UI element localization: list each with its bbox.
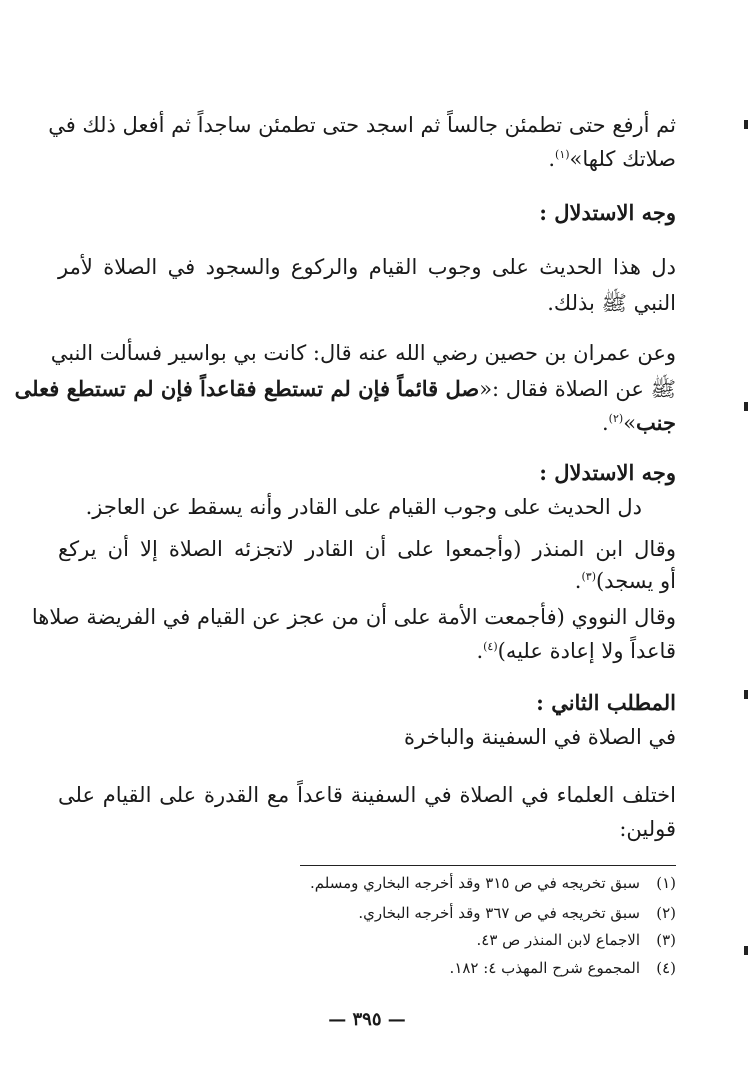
text-line: اختلف العلماء في الصلاة في السفينة قاعداً مع القدرة على القيام على xyxy=(58,783,676,807)
section-heading: وجه الاستدلال : xyxy=(539,200,676,225)
text-fragment: » xyxy=(623,411,637,435)
text-fragment: . xyxy=(574,569,582,593)
footnote-number: (٢) xyxy=(656,904,676,922)
text-line xyxy=(58,636,676,666)
section-heading: وجه الاستدلال : xyxy=(539,460,676,485)
footnote-number: (٤) xyxy=(656,959,676,977)
text-fragment: ﷺ عن الصلاة فقال :« xyxy=(479,377,676,401)
margin-mark xyxy=(744,402,748,411)
text-fragment: . xyxy=(476,639,484,663)
text-fragment: . xyxy=(601,411,609,435)
text-fragment: أو يسجد) xyxy=(595,569,676,593)
footnote-number: (٣) xyxy=(656,931,676,949)
text-line xyxy=(58,144,676,174)
footnote-ref[interactable]: (٣) xyxy=(581,570,596,583)
section-subheading: في الصلاة في السفينة والباخرة xyxy=(404,725,676,749)
text-line: دل هذا الحديث على وجوب القيام والركوع والسجود في الصلاة لأمر xyxy=(58,255,676,279)
text-fragment: قاعداً ولا إعادة عليه) xyxy=(497,639,676,663)
text-fragment: . xyxy=(548,147,556,171)
footnote-ref[interactable]: (٤) xyxy=(483,640,498,653)
page-body xyxy=(14,0,676,1090)
text-line: ثم أرفع حتى تطمئن جالساً ثم اسجد حتى تطمئن ساجداً ثم أفعل ذلك في xyxy=(48,113,676,137)
footnote xyxy=(58,902,676,924)
text-line: وعن عمران بن حصين رضي الله عنه قال: كانت بي بواسير فسألت النبي xyxy=(50,341,676,365)
footnote xyxy=(58,929,676,951)
footnote-text: الاجماع لابن المنذر ص ٤٣. xyxy=(476,931,640,949)
footnote-ref[interactable]: (١) xyxy=(555,148,570,161)
footnote-ref[interactable]: (٢) xyxy=(608,412,624,425)
text-line xyxy=(58,408,676,438)
text-line: النبي ﷺ بذلك. xyxy=(547,291,676,315)
footnote-divider xyxy=(300,865,676,866)
margin-mark xyxy=(744,946,748,955)
footnote xyxy=(58,957,676,979)
text-line xyxy=(14,374,676,404)
footnote xyxy=(58,872,676,894)
footnote-number: (١) xyxy=(656,874,676,892)
page-number: — ٣٩٥ — xyxy=(328,1009,406,1030)
text-fragment: صلاتك كلها» xyxy=(569,147,676,171)
text-line xyxy=(58,566,676,596)
section-heading: المطلب الثاني : xyxy=(536,690,676,715)
footnote-text: المجموع شرح المهذب ٤: ١٨٢. xyxy=(449,959,640,977)
footnote-text: سبق تخريجه في ص ٣١٥ وقد أخرجه البخاري ومسلم. xyxy=(310,874,640,892)
text-line: وقال النووي (فأجمعت الأمة على أن من عجز عن القيام في الفريضة صلاها xyxy=(31,605,676,629)
hadith-quote: صل قائماً فإن لم تستطع فقاعداً فإن لم تستطع فعلى xyxy=(14,376,480,401)
margin-mark xyxy=(744,120,748,129)
text-line: قولين: xyxy=(619,817,676,841)
text-line: وقال ابن المنذر (وأجمعوا على أن القادر لاتجزئه الصلاة إلا أن يركع xyxy=(58,537,676,561)
hadith-quote: جنب xyxy=(636,410,676,435)
margin-mark xyxy=(744,690,748,699)
text-line: دل الحديث على وجوب القيام على القادر وأنه يسقط عن العاجز. xyxy=(85,495,642,519)
footnote-text: سبق تخريجه في ص ٣٦٧ وقد أخرجه البخاري. xyxy=(358,904,640,922)
